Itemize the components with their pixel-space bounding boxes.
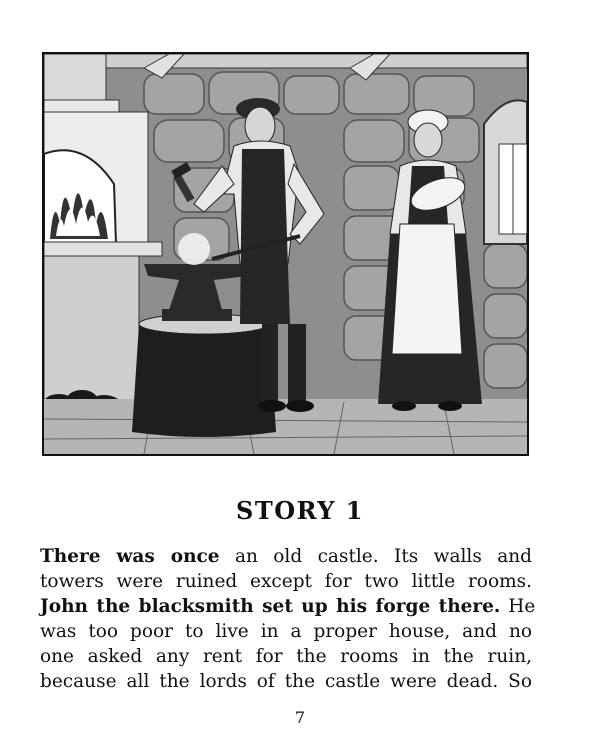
story-illustration bbox=[42, 52, 529, 456]
bold-phrase: There was once bbox=[40, 546, 220, 567]
story-line bbox=[40, 544, 532, 569]
line-text: was too poor to live in a proper house, and no bbox=[40, 621, 532, 642]
line-text: towers were ruined except for two little rooms. bbox=[40, 571, 532, 592]
story-line bbox=[40, 619, 532, 644]
story-line bbox=[40, 644, 532, 669]
line-text: one asked any rent for the rooms in the ruin, bbox=[40, 646, 532, 667]
story-title: STORY 1 bbox=[236, 496, 364, 525]
story-line bbox=[40, 669, 532, 694]
story-line bbox=[40, 594, 536, 619]
line-text: He bbox=[500, 596, 536, 617]
line-text: because all the lords of the castle were dead. So bbox=[40, 671, 532, 692]
story-body bbox=[40, 544, 536, 694]
line-text: an old castle. Its walls and bbox=[219, 546, 533, 567]
window bbox=[484, 100, 527, 244]
page-number: 7 bbox=[294, 708, 306, 727]
bold-phrase: John the blacksmith set up his forge there. bbox=[40, 596, 501, 617]
story-line bbox=[40, 569, 532, 594]
